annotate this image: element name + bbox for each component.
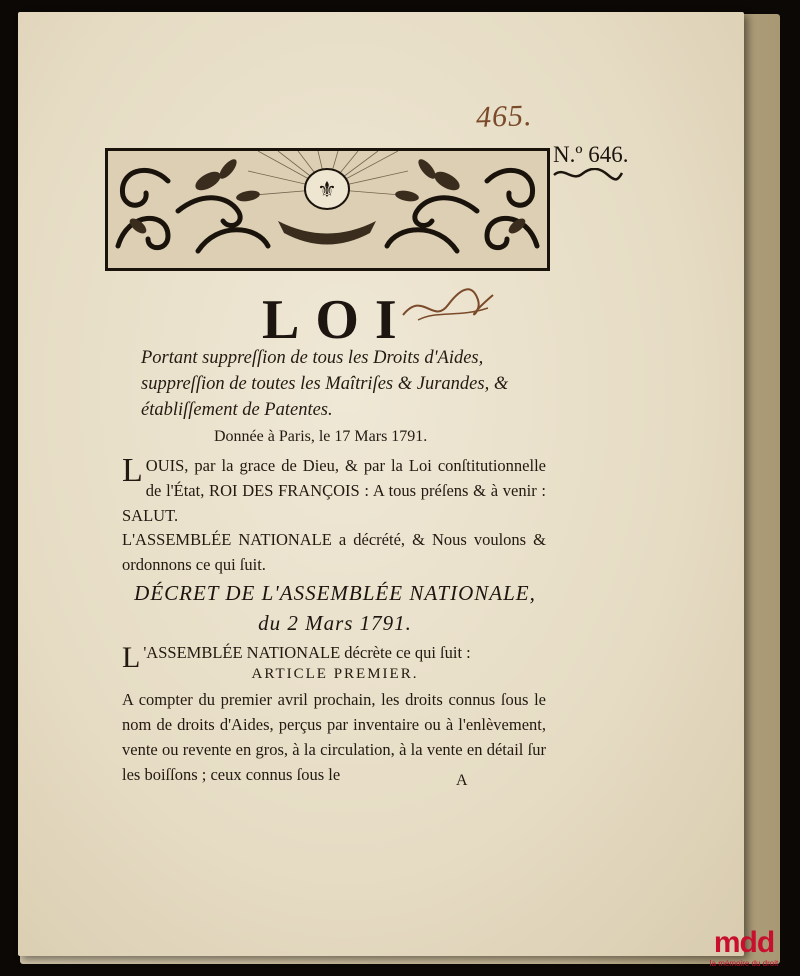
preamble-text: OUIS, par la grace de Dieu, & par la Loi conſtitutionnelle de l'État, ROI DES FRANÇOIS : A tous préſens & à venir : SALUT. [122,456,546,525]
decree-initial: L [122,641,141,674]
logo-tagline: la mémoire du droit [709,959,779,968]
article-text: A compter du premier avril prochain, les droits connus ſous le nom de droits d'Aides, perçus par inventaire ou à l'enlèvement, vente ou revente en gros, à la circulation, à la vente en détail ſur les boiſſons ; ceux connus ſous le [122,690,546,784]
printed-number: N.º 646. [553,142,629,167]
law-subtitle: Portant suppreſſion de tous les Droits d'Aides, suppreſſion de toutes les Maîtriſes & Jurandes, & établiſſement de Patentes. [141,348,509,420]
law-title: LOI [262,289,413,351]
watermark-logo [702,927,786,972]
decree-intro-text: 'ASSEMBLÉE NATIONALE décrète ce qui ſuit : [143,643,471,662]
svg-text:⚜: ⚜ [317,178,337,203]
decree-title-line2: du 2 Mars 1791. [258,611,412,635]
handwritten-flourish [398,280,498,330]
manuscript-number: 465. [475,99,534,134]
catchword: A [456,772,468,789]
dated-line: Donnée à Paris, le 17 Mars 1791. [214,428,428,445]
article-heading: ARTICLE PREMIER. [251,666,419,682]
logo-mark: mdd [713,926,775,959]
decree-title-line1: DÉCRET DE L'ASSEMBLÉE NATIONALE, [134,581,536,605]
swash-ornament [552,168,624,182]
headpiece-ornament [105,148,550,271]
drop-initial: L [122,452,143,489]
assembly-paragraph: L'ASSEMBLÉE NATIONALE a décrété, & Nous voulons & ordonnons ce qui ſuit. [122,530,546,574]
preamble-paragraph [122,453,546,528]
decree-title [120,578,550,638]
